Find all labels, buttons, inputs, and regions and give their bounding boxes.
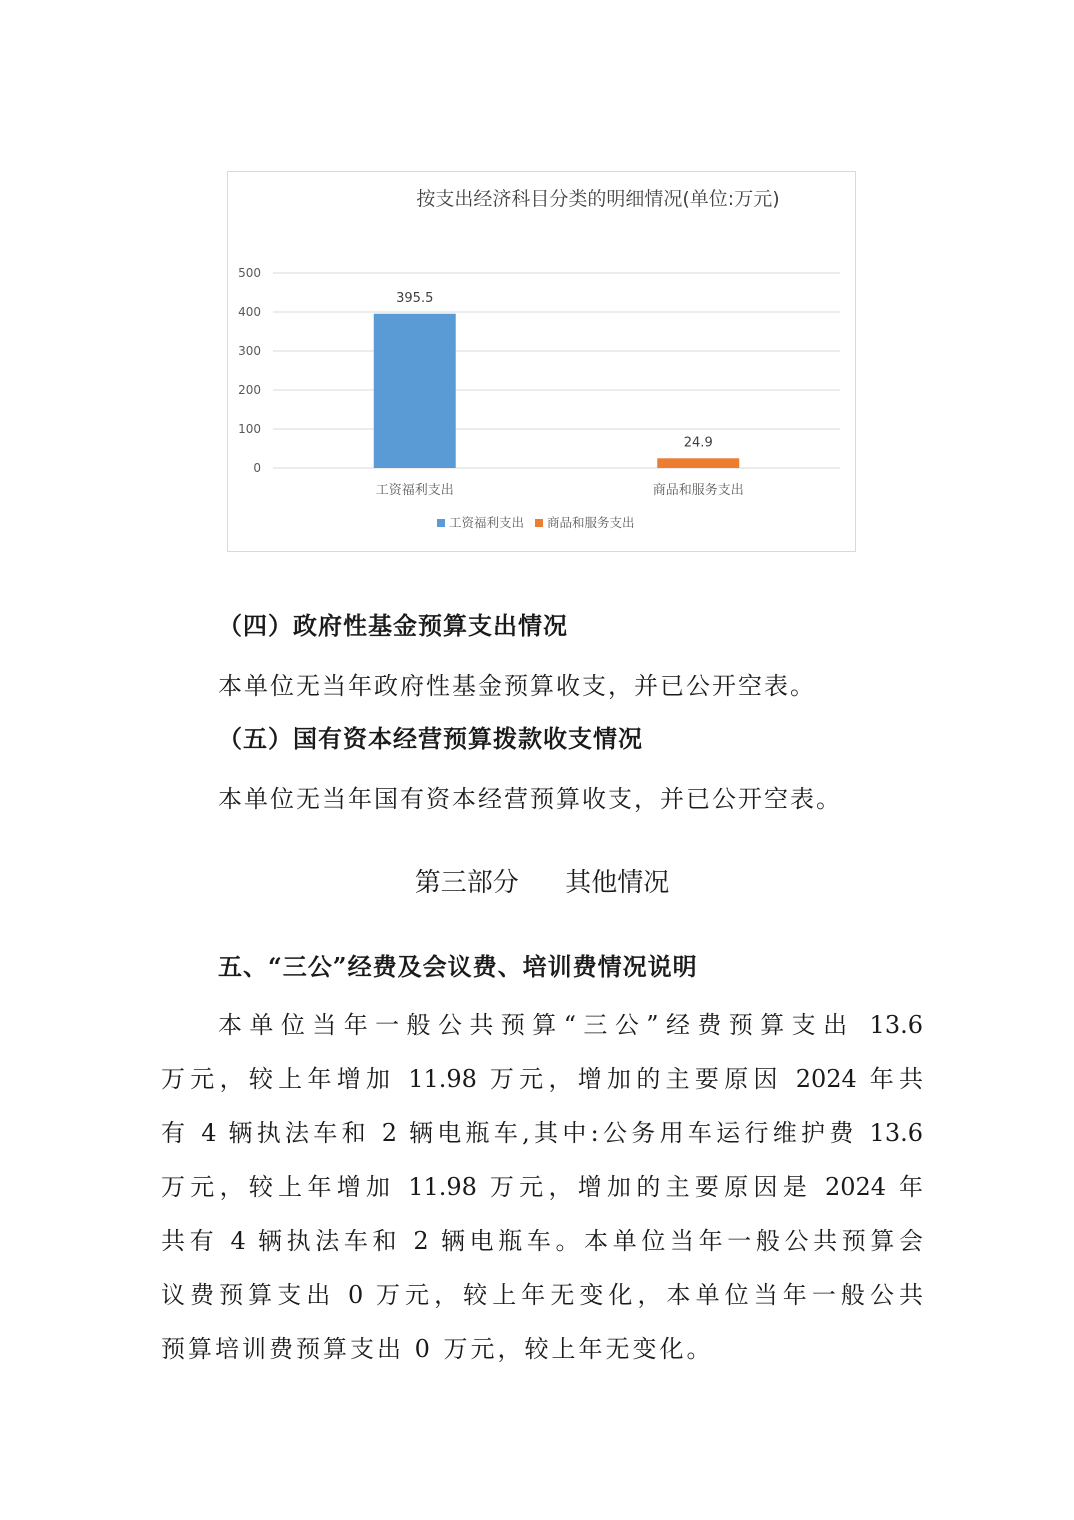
expenditure-chart [227,171,856,552]
data-label: 24.9 [683,435,713,451]
y-tick-label: 0 [253,461,261,475]
item-5-body [161,998,923,1376]
bar [657,458,739,468]
legend-label: 工资福利支出 [449,515,525,530]
section-5-heading: （五）国有资本经营预算拨款收支情况 [218,724,643,753]
x-axis-categories [376,482,744,498]
x-category-label: 商品和服务支出 [652,483,744,498]
grid-lines [273,273,840,468]
section-4-heading: （四）政府性基金预算支出情况 [218,611,568,640]
section-4-text: 本单位无当年政府性基金预算收支，并已公开空表。 [218,672,816,700]
body-line: 预算培训费预算支出 0 万元，较上年无变化。 [161,1335,714,1363]
legend-swatch [535,519,543,527]
body-line: 万元，较上年增加 11.98 万元，增加的主要原因是 2024 年 [161,1173,923,1201]
bars [374,291,740,468]
chart-legend [437,515,635,530]
item-5-heading: 五、“三公”经费及会议费、培训费情况说明 [218,952,698,981]
data-label: 395.5 [396,290,434,306]
x-category-label: 工资福利支出 [375,483,454,498]
body-line: 万元，较上年增加 11.98 万元，增加的主要原因 2024 年共 [161,1065,923,1093]
chart-title: 按支出经济科目分类的明细情况(单位:万元) [416,188,780,210]
body-line: 议费预算支出 0 万元，较上年无变化，本单位当年一般公共 [161,1281,923,1309]
part-3-title-b: 其他情况 [565,868,670,898]
body-line: 共有 4 辆执法车和 2 辆电瓶车。本单位当年一般公共预算会 [161,1227,923,1255]
y-tick-label: 500 [238,266,261,280]
bar [374,314,456,468]
y-tick-label: 400 [238,305,261,319]
part-3-title-a: 第三部分 [414,868,519,898]
legend-label: 商品和服务支出 [547,515,635,530]
y-tick-label: 200 [238,383,261,397]
legend-swatch [437,519,445,527]
part-3-title [0,862,1074,899]
y-tick-label: 300 [238,344,261,358]
y-tick-label: 100 [238,422,261,436]
body-line: 有 4 辆执法车和 2 辆电瓶车,其中:公务用车运行维护费 13.6 [161,1119,923,1147]
bar-chart-svg [228,172,857,553]
y-axis-ticks [238,266,261,475]
section-5-text: 本单位无当年国有资本经营预算收支，并已公开空表。 [218,785,842,813]
body-line: 本单位当年一般公共预算“三公”经费预算支出 13.6 [218,1011,923,1039]
